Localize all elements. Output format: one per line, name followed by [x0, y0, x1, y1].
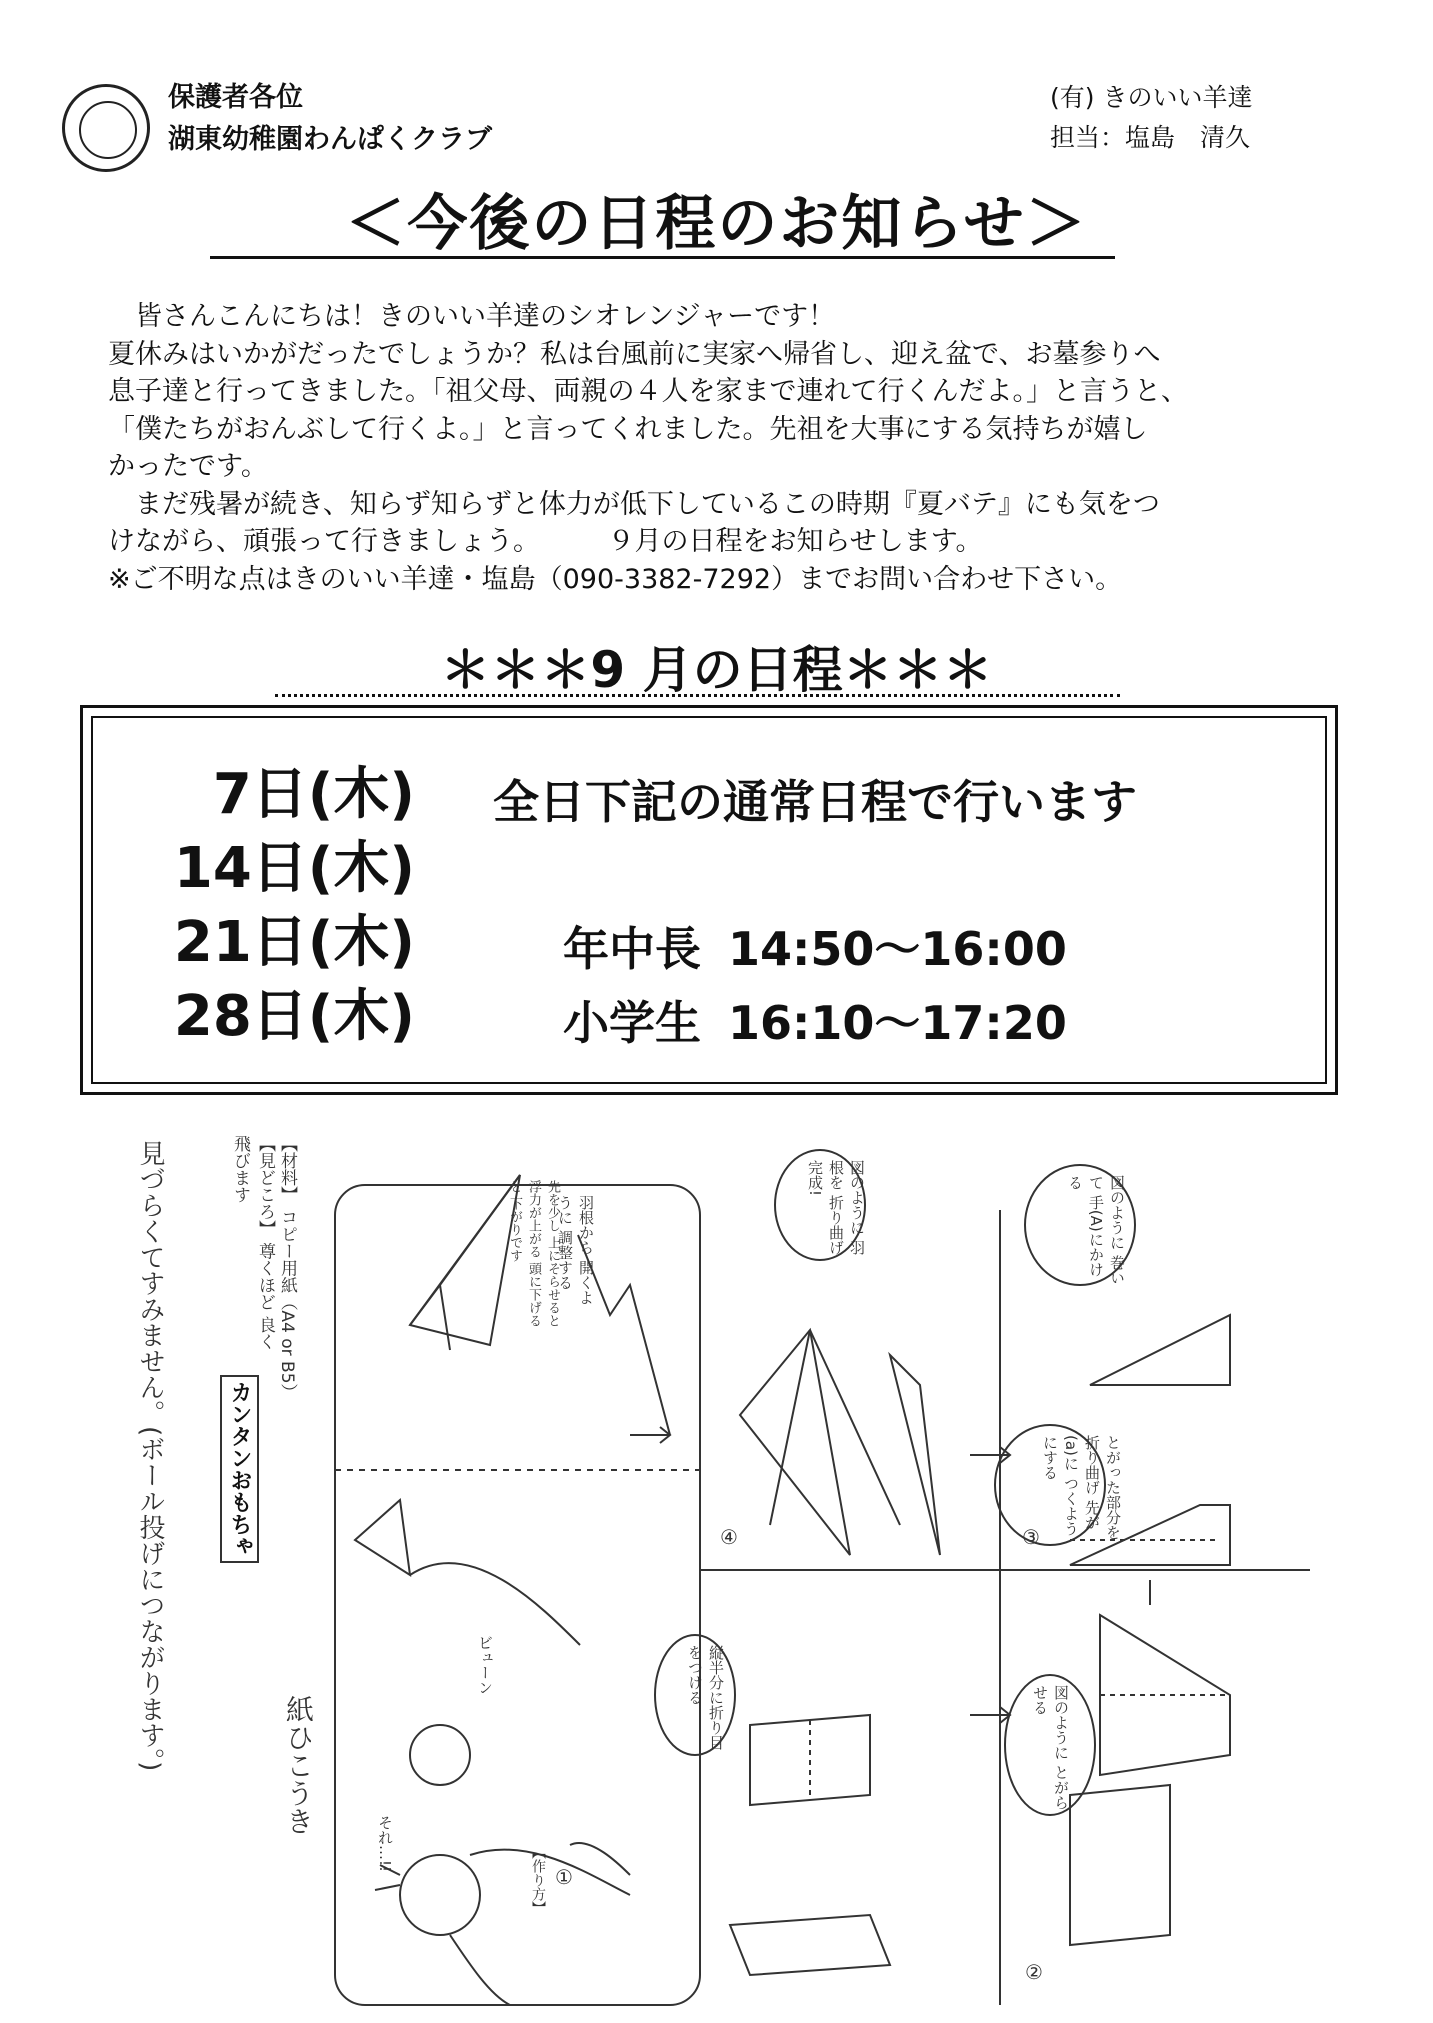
craft-howto: 【作り方】 — [530, 1845, 546, 1915]
step-number-4: ④ — [720, 1525, 738, 1549]
schedule-time: 14:50～16:00 — [728, 922, 1067, 976]
club-logo — [62, 84, 150, 172]
company-name: (有) きのいい羊達 — [1050, 83, 1253, 112]
page-title: ＜今後の日程のお知らせ＞ — [345, 189, 1088, 259]
schedule-day: 28日(木) — [173, 984, 415, 1049]
schedule-heading: ＊＊＊9 月の日程＊＊＊ — [440, 641, 993, 699]
craft-badge: カンタンおもちゃ — [220, 1375, 259, 1563]
body-line: ※ご不明な点はきのいい羊達・塩島（090-3382-7292）までお問い合わせ下さい。 — [108, 563, 1123, 595]
step-number-1: ① — [555, 1865, 573, 1889]
bubble-text: 図のように とがらせる — [1031, 1685, 1070, 1810]
craft-name: 紙ひこうき — [282, 1695, 315, 1835]
bubble-text: 羽根から 開くように 調整する — [556, 1195, 595, 1305]
craft-apology: 見づらくてすみません。(ボール投げにつながります。) — [135, 1140, 165, 1772]
schedule-day: 14日(木) — [173, 836, 415, 901]
bubble-text: とがった部分を 折り曲げ 先が(a)に つくようにする — [1041, 1435, 1122, 1540]
schedule-group-label: 小学生 — [563, 996, 701, 1050]
recipient-line: 保護者各位 — [168, 82, 303, 113]
club-name: 湖東幼稚園わんぱくクラブ — [168, 124, 492, 155]
body-line: 息子達と行ってきました。「祖父母、両親の４人を家まで連れて行くんだよ。」と言うと、 — [108, 376, 1188, 407]
schedule-note: 全日下記の通常日程で行います — [493, 775, 1137, 829]
craft-material: 【材料】 コピー用紙（A4 or B5） — [277, 1135, 297, 1401]
schedule-day: 21日(木) — [173, 910, 415, 975]
schedule-heading-underline — [275, 694, 1120, 697]
craft-highlight: 【見どころ】 尊くほど 良く飛びます — [230, 1135, 275, 1350]
craft-section — [110, 1135, 1350, 2015]
contact-person: 担当：塩島 清久 — [1050, 123, 1251, 152]
schedule-box — [80, 705, 1338, 1095]
body-line: 皆さんこんにちは！きのいい羊達のシオレンジャーです！ — [108, 301, 836, 332]
schedule-day: 7日(木) — [212, 762, 415, 827]
body-line: 「僕たちがおんぶして行くよ。」と言ってくれました。先祖を大事にする気持ちが嬉し — [108, 413, 1148, 445]
body-text — [108, 298, 1348, 598]
schedule-group-label: 年中長 — [563, 922, 701, 976]
bubble-text: 図のように 巻いて 手(A)にかける — [1066, 1175, 1126, 1285]
schedule-time: 16:10～17:20 — [728, 996, 1067, 1050]
step-number-2: ② — [1025, 1960, 1043, 1984]
bubble-text: それ…!! — [376, 1815, 394, 1873]
step-number-3: ③ — [1022, 1525, 1040, 1549]
bubble-text: 縦半分に折り目をつける — [686, 1645, 725, 1750]
title-underline — [210, 256, 1115, 259]
swoosh-text: ビューン — [476, 1635, 494, 1695]
body-line: 夏休みはいかがだったでしょうか？私は台風前に実家へ帰省し、迎え盆で、お墓参りへ — [108, 338, 1161, 370]
body-line: かったです。 — [108, 451, 268, 482]
body-line: まだ残暑が続き、知らず知らずと体力が低下しているこの時期『夏バテ』にも気をつ — [108, 488, 1160, 520]
body-line: けながら、頑張って行きましょう。 ９月の日程をお知らせします。 — [108, 526, 983, 557]
bubble-text: 図のように 羽根を 折り曲げ 完成! — [806, 1160, 866, 1255]
handwritten-note: 先を少し 上にそらせると 浮力が上がる 頭に下げると 下がりです — [507, 1180, 560, 1328]
